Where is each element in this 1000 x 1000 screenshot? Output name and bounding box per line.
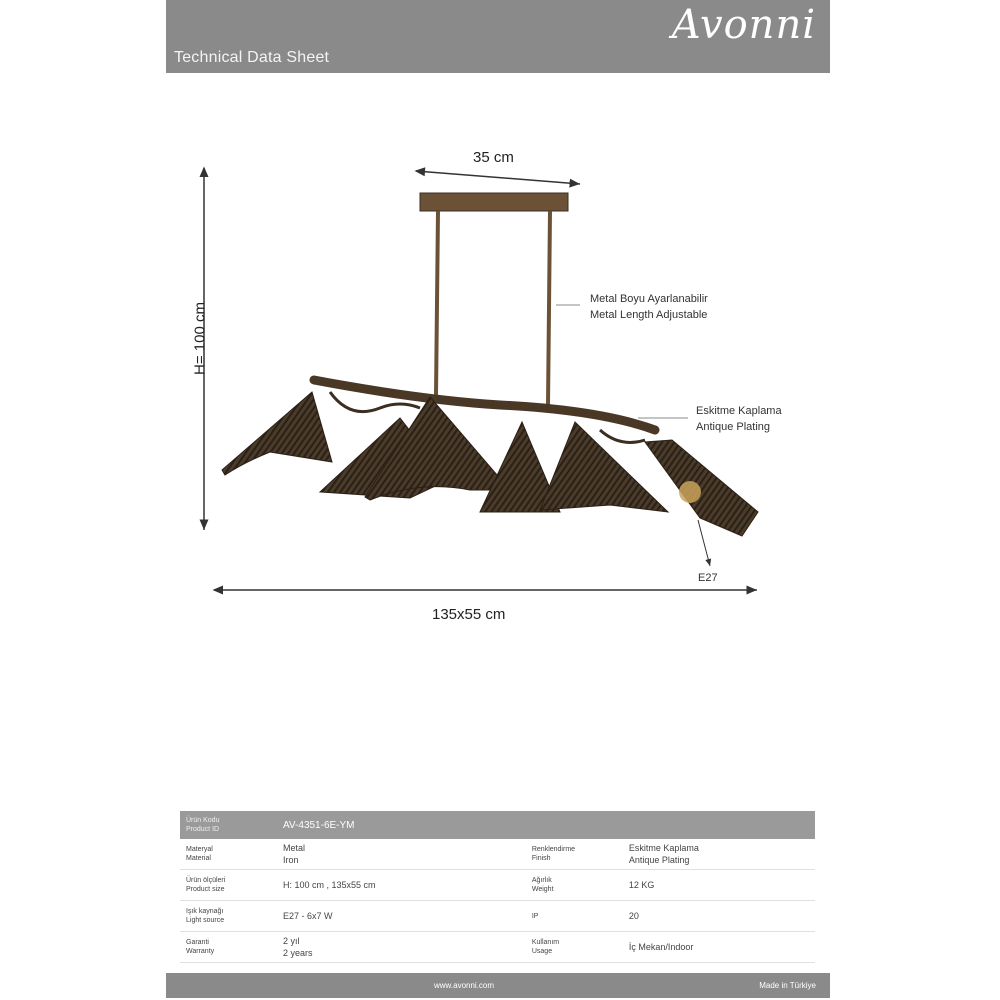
- leaf-shades: [222, 392, 758, 536]
- socket-annotation: E27: [698, 572, 718, 584]
- product-code: AV-4351-6E-YM: [277, 811, 815, 839]
- length-label: 135x55 cm: [432, 606, 506, 623]
- bulb: [679, 481, 701, 503]
- spec-table-header: Ürün Kodu Product ID AV-4351-6E-YM: [180, 811, 815, 839]
- table-row: Garanti Warranty 2 yıl 2 years Kullanım Usage İç Mekan/Indoor: [180, 932, 815, 963]
- website-link[interactable]: www.avonni.com: [434, 981, 495, 990]
- table-row: Materyal Material Metal Iron Renklendirme Finish Eskitme Kaplama Antique Plating: [180, 839, 815, 870]
- width-label: 35 cm: [473, 149, 514, 166]
- brand-logo: Avonni: [671, 2, 816, 48]
- metal-length-annotation: Metal Boyu Ayarlanabilir Metal Length Adjustable: [590, 293, 708, 321]
- fixture-branch: [314, 380, 655, 430]
- width-dimension-line: [416, 171, 580, 184]
- finish-annotation: Eskitme Kaplama Antique Plating: [696, 405, 782, 433]
- footer-bar: [166, 973, 830, 998]
- e27-pointer-line: [698, 520, 710, 566]
- table-row: Ürün ölçüleri Product size H: 100 cm , 135x55 cm Ağırlık Weight 12 KG: [180, 870, 815, 901]
- height-label: H= 100 cm: [191, 302, 209, 375]
- page-title: Technical Data Sheet: [174, 49, 330, 66]
- table-row: Işık kaynağı Light source E27 - 6x7 W IP 20: [180, 901, 815, 932]
- made-in-label: Made in Türkiye: [759, 981, 816, 990]
- spec-table: [180, 811, 815, 963]
- ceiling-canopy: [420, 193, 568, 211]
